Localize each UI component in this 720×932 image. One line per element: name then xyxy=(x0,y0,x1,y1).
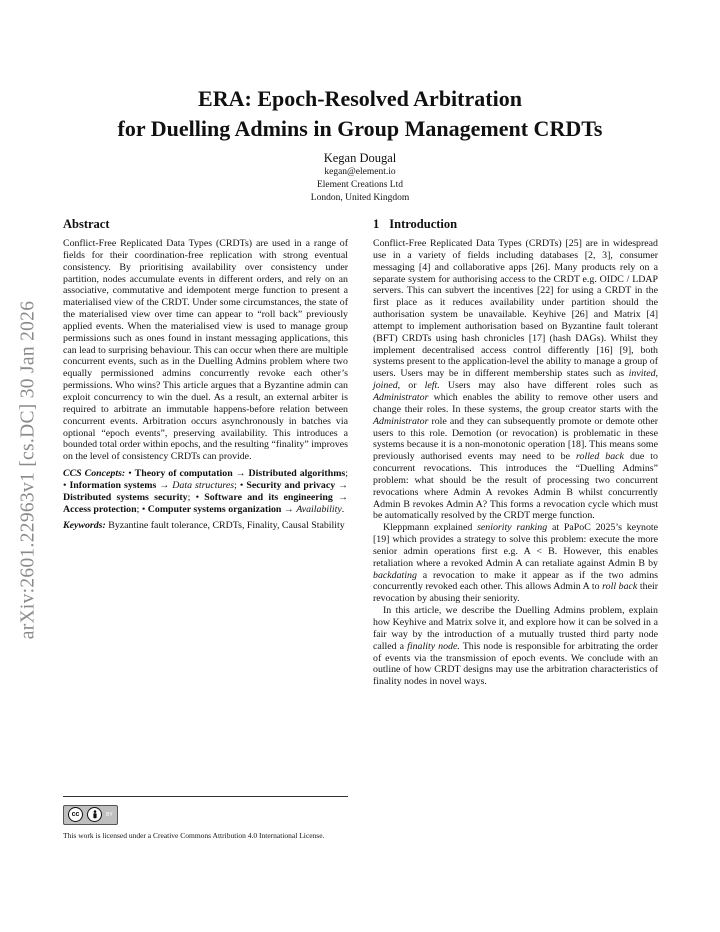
left-column xyxy=(63,216,348,532)
author-email: kegan@element.io xyxy=(324,167,396,177)
ccs-item: • Theory of computation → Distributed algorithms; xyxy=(128,468,349,480)
person-icon xyxy=(87,807,102,822)
intro-paragraph-1: Conflict-Free Replicated Data Types (CRDTs) [25] are in widespread use in a variety of fields including databases [2, 3], consumer messaging [4] and collaborative apps [26]. Many products rely on a separate system for authorising access to the CRDT e.g. OIDC / LDAP servers. This can subvert the incentives [22] for using a CRDT in the first place as it reduces availability under partition should the authorisation system be unavailable. Keyhive [26] and Matrix [4] attempt to implement authorisation based on Byzantine fault tolerant (BFT) CRDTs using hash chronicles [17] (hash DAGs). Whilst they implement decentralised access control differently [16] [9], both systems present to the application-level the ability to manage a group of users. Users may be in different membership states such as invited, joined, or left. Users may also have different roles such as Administrator which enables the ability to remove other users and change their roles. In these systems, the group creator starts with the Administrator role and they can subsequently promote or demote other users to this role. Demotion (or revocation) is problematic in these systems because it is a non-monotonic operation [18]. This means some previously authorised events may need to be rolled back due to concurrent revocations. This introduces the “Duelling Admins” problem: what should be the result of processing two concurrent revocations where Admin A revokes Admin B whilst concurrently Admin B revokes Admin A? This forms a revocation cycle which must be automatically resolved by the CRDT merge function. xyxy=(373,238,659,522)
section-number: 1 xyxy=(373,217,380,231)
author-name: Kegan Dougal xyxy=(323,151,397,165)
keywords xyxy=(63,520,348,532)
footnote-rule xyxy=(63,796,348,797)
introduction-heading xyxy=(373,216,658,232)
license-text: This work is licensed under a Creative Commons Attribution 4.0 International License. xyxy=(63,830,325,840)
ccs-label: CCS Concepts: xyxy=(63,468,126,480)
abstract-text: Conflict-Free Replicated Data Types (CRDTs) are used in a range of fields for their coordination-free replication with strong eventual consistency. By prioritising availability over consistency under partition, nodes accumulate events in different orders, and rely on an associative, commutative and idempotent merge function to present a materialised view of the CRDT. Under some circumstances, the state of the materialised view over time can appear to “roll back” previously applied events. When the materialised view is used to manage group permissions such as ones found in instant messaging applications, this can lead to surprising behaviour. This can occur when there are multiple concurrent events, such as in the Duelling Admins problem where two equally permissioned admins concurrently revoke each other’s permissions. Who wins? This article argues that a Byzantine admin can exploit concurrency to win the duel. As a result, an external arbiter is required to arbitrate an immutable happens-before relation between concurrent events. Arbitration occurs asynchronously in batches via optional “epoch events”, preserving availability. This introduces a bounded total order within epochs, and the resulting “finality” improves on the level of consistency CRDTs can provide. xyxy=(63,238,348,463)
author-organization: Element Creations Ltd xyxy=(316,180,403,190)
abstract-heading: Abstract xyxy=(63,217,110,231)
arxiv-identifier-text: arXiv:2601.22963v1 [cs.DC] 30 Jan 2026 xyxy=(17,300,38,640)
keywords-label: Keywords: xyxy=(63,520,106,532)
paper-title xyxy=(60,84,660,144)
license-footnote xyxy=(63,796,348,841)
title-line-1: ERA: Epoch-Resolved Arbitration xyxy=(198,86,522,111)
intro-paragraph-2: Kleppmann explained seniority ranking at PaPoC 2025’s keynote [19] which provides a strategy to solve this problem: execute the more senior admin operations first e.g. A < B. However, this enables retaliation where a revoked Admin A can retaliate against Admin B by backdating a revocation to make it appear as if the two admins concurrently revoked each other. This allows Admin A to roll back their revocation by abusing their seniority. xyxy=(373,522,659,605)
by-label: BY xyxy=(106,811,113,818)
ccs-item: • Security and privacy → Distributed systems security; xyxy=(63,479,349,503)
ccs-item: • Software and its engineering → Access protection; xyxy=(63,491,348,515)
ccs-concepts xyxy=(63,468,348,515)
ccs-item: • Information systems → Data structures; xyxy=(63,479,237,491)
right-column xyxy=(373,216,658,688)
cc-icon: cc xyxy=(68,807,83,822)
author-block xyxy=(60,150,660,205)
arxiv-identifier-stamp xyxy=(8,255,48,685)
keywords-text: Byzantine fault tolerance, CRDTs, Finality, Causal Stability xyxy=(108,520,345,532)
section-title: Introduction xyxy=(389,217,458,231)
ccs-item: • Computer systems organization → Availability. xyxy=(141,503,345,515)
title-line-2: for Duelling Admins in Group Management CRDTs xyxy=(117,116,603,141)
author-location: London, United Kingdom xyxy=(310,193,410,203)
intro-paragraph-3: In this article, we describe the Duelling Admins problem, explain how Keyhive and Matrix solve it, and explore how it can be solved in a fair way by the introduction of a mutually trusted third party node called a finality node. This node is responsible for arbitrating the order of events via the transmission of epoch events. We conclude with an outline of how CRDT designs may use the arbitration characteristics of finality nodes in novel ways. xyxy=(373,605,659,688)
cc-by-badge-icon xyxy=(63,805,118,825)
